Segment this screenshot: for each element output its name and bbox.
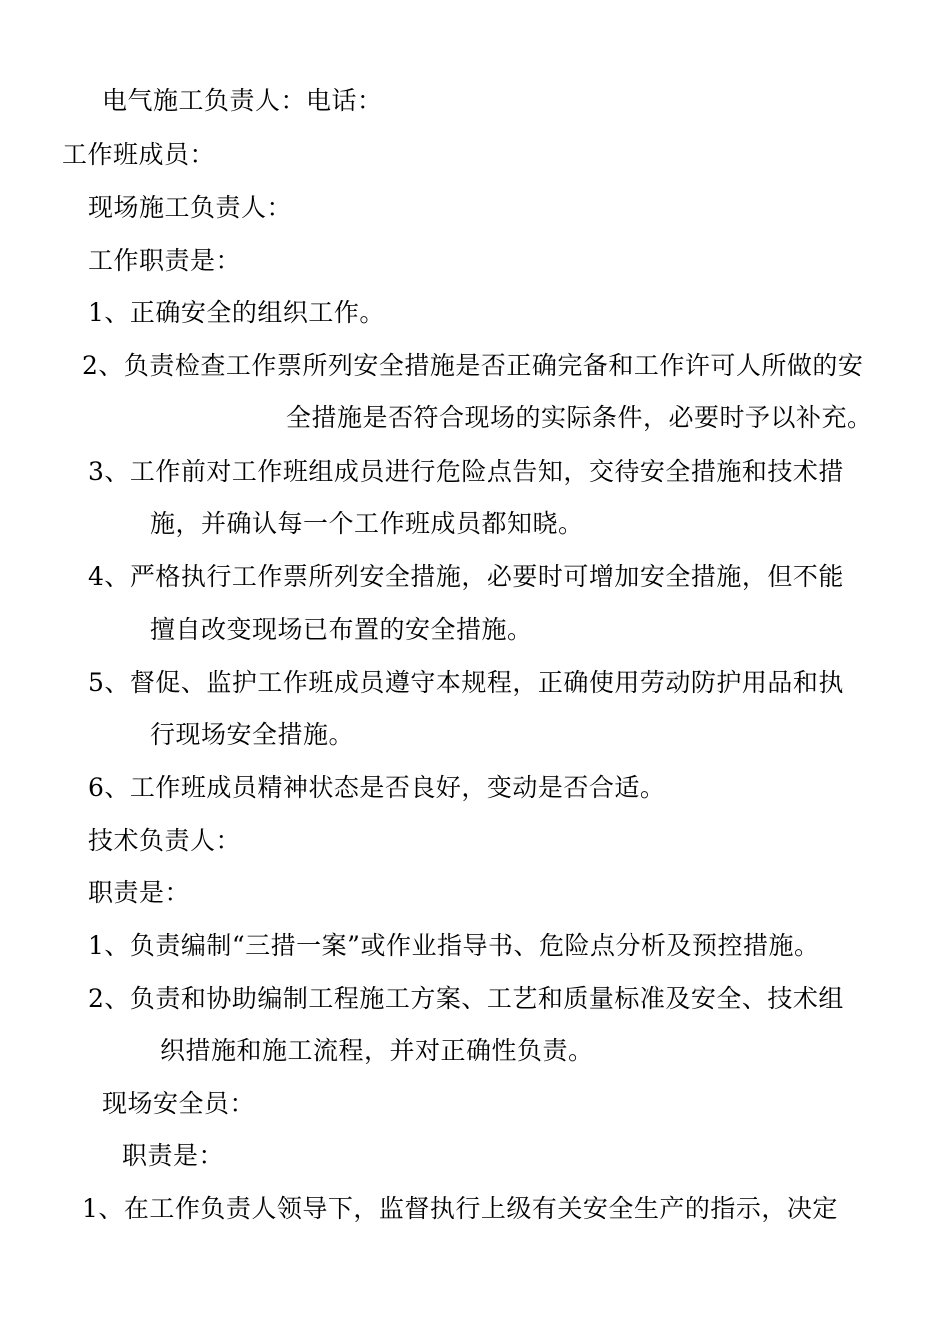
site-safety-officer-line: 现场安全员： <box>102 1089 256 1118</box>
technical-duty-item-1: 1、负责编制“三措一案”或作业指导书、危险点分析及预控措施。 <box>88 931 820 960</box>
duty-item-1: 1、正确安全的组织工作。 <box>88 298 385 327</box>
technical-leader-line: 技术负责人： <box>88 826 242 855</box>
duty-item-2-continued: 全措施是否符合现场的实际条件，必要时予以补充。 <box>286 403 873 432</box>
duty-item-4: 4、严格执行工作票所列安全措施，必要时可增加安全措施，但不能 <box>88 562 844 591</box>
duty-item-5: 5、督促、监护工作班成员遵守本规程，正确使用劳动防护用品和执 <box>88 668 844 697</box>
duty-item-2: 2、负责检查工作票所列安全措施是否正确完备和工作许可人所做的安 <box>82 351 864 380</box>
safety-duties-heading: 职责是： <box>122 1141 225 1170</box>
duty-item-4-continued: 擅自改变现场已布置的安全措施。 <box>150 615 533 644</box>
duty-item-5-continued: 行现场安全措施。 <box>150 720 355 749</box>
work-team-members-line: 工作班成员： <box>62 140 216 169</box>
duty-item-3-continued: 施，并确认每一个工作班成员都知晓。 <box>150 509 584 538</box>
technical-duties-heading: 职责是： <box>88 878 191 907</box>
work-duties-heading: 工作职责是： <box>88 246 242 275</box>
duty-item-6: 6、工作班成员精神状态是否良好，变动是否合适。 <box>88 773 666 802</box>
site-construction-leader-line: 现场施工负责人： <box>88 193 293 222</box>
safety-duty-item-1: 1、在工作负责人领导下，监督执行上级有关安全生产的指示，决定 <box>82 1194 838 1223</box>
technical-duty-item-2: 2、负责和协助编制工程施工方案、工艺和质量标准及安全、技术组 <box>88 984 844 1013</box>
duty-item-3: 3、工作前对工作班组成员进行危险点告知，交待安全措施和技术措 <box>88 457 844 486</box>
technical-duty-item-2-continued: 织措施和施工流程，并对正确性负责。 <box>160 1036 594 1065</box>
electrical-construction-leader-line: 电气施工负责人：电话： <box>102 86 383 115</box>
